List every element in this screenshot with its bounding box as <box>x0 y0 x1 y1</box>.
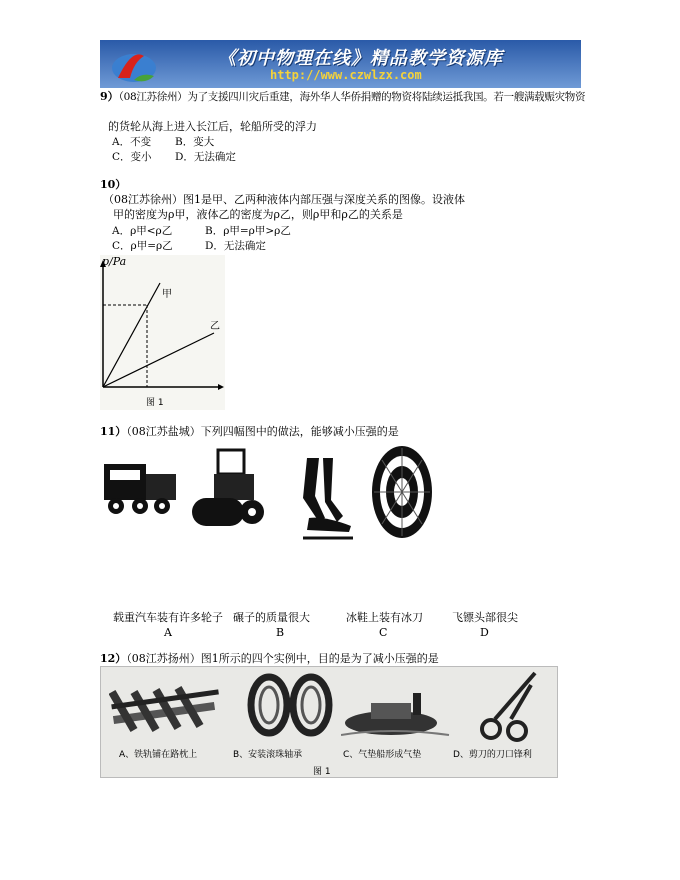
q11-number: 11） <box>100 425 127 438</box>
graph-ylabel: p/Pa <box>102 255 127 268</box>
ball-bearing-icon <box>241 671 337 741</box>
q10-stem-1: （08江苏徐州）图1是甲、乙两种液体内部压强与深度关系的图像。设液体 <box>103 193 465 206</box>
dartboard-icon <box>368 442 436 542</box>
q9-line1 <box>100 90 585 104</box>
q10-option-b: B．ρ甲=ρ甲>ρ乙 <box>205 225 291 237</box>
q11-line <box>100 425 399 439</box>
rail-track-icon <box>109 675 221 739</box>
header-banner <box>100 40 581 88</box>
hovercraft-icon <box>341 689 451 739</box>
q10-option-a: A．ρ甲<ρ乙 <box>112 225 173 237</box>
logo-icon <box>104 42 164 86</box>
q10-graph <box>100 255 225 410</box>
banner-title: 《初中物理在线》精品教学资源库 <box>218 48 503 69</box>
q11-figures <box>100 440 436 545</box>
label-yi: 乙 <box>210 321 220 332</box>
q9-option-b: B．变大 <box>175 136 215 148</box>
banner-url[interactable]: http://www.czwlzx.com <box>270 68 422 82</box>
q9-stem-2: 的货轮从海上进入长江后，轮船所受的浮力 <box>108 120 317 133</box>
q12-stem: （08江苏扬州）图1所示的四个实例中，目的是为了减小压强的是 <box>126 652 439 665</box>
truck-icon <box>100 458 180 520</box>
q10-number: 10） <box>100 178 127 191</box>
q10-option-d: D．无法确定 <box>205 240 266 252</box>
line-jia <box>103 283 160 387</box>
q9-option-c: C．变小 <box>112 151 152 163</box>
q9-number: 9） <box>100 90 119 103</box>
q11-caption-c: 冰鞋上装有冰刀 <box>346 611 423 624</box>
q10-stem-2: 甲的密度为ρ甲，液体乙的密度为ρ乙，则ρ甲和ρ乙的关系是 <box>113 208 403 221</box>
line-yi <box>103 333 214 387</box>
q12-caption-d: D、剪刀的刀口锋利 <box>453 750 532 760</box>
q9-option-a: A．不变 <box>112 136 152 148</box>
q11-letter-c: C <box>379 626 388 639</box>
q10-option-c: C．ρ甲=ρ乙 <box>112 240 173 252</box>
q12-line <box>100 652 439 666</box>
q11-caption-d: 飞镖头部很尖 <box>452 611 518 624</box>
q11-letter-a: A <box>164 626 172 639</box>
q11-letter-d: D <box>480 626 489 639</box>
q9-option-d: D．无法确定 <box>175 151 236 163</box>
graph-caption: 图 1 <box>146 398 164 408</box>
q11-caption-a: 载重汽车装有许多轮子 <box>113 611 223 624</box>
road-roller-icon <box>188 446 268 532</box>
q12-caption-c: C、气垫船形成气垫 <box>343 750 422 760</box>
q9-stem-1: （08江苏徐州）为了支援四川灾后重建，海外华人华侨捐赠的物资将陆续运抵我国。若一艘满载赈灾物资 <box>118 91 586 103</box>
x-arrow-icon <box>218 384 224 390</box>
q12-caption-a: A、铁轨铺在路枕上 <box>119 750 198 760</box>
label-jia: 甲 <box>162 289 172 300</box>
q12-figure <box>100 666 558 778</box>
q12-caption-b: B、安装滚珠轴承 <box>233 750 303 760</box>
q12-number: 12） <box>100 652 127 665</box>
q11-caption-b: 碾子的质量很大 <box>233 611 310 624</box>
q12-figure-label: 图 1 <box>313 767 331 777</box>
q11-stem: （08江苏盐城）下列四幅图中的做法，能够减小压强的是 <box>126 425 399 438</box>
scissors-icon <box>473 669 543 745</box>
pressure-depth-graph <box>100 255 225 410</box>
q11-letter-b: B <box>276 626 285 639</box>
ice-skate-icon <box>285 456 360 544</box>
